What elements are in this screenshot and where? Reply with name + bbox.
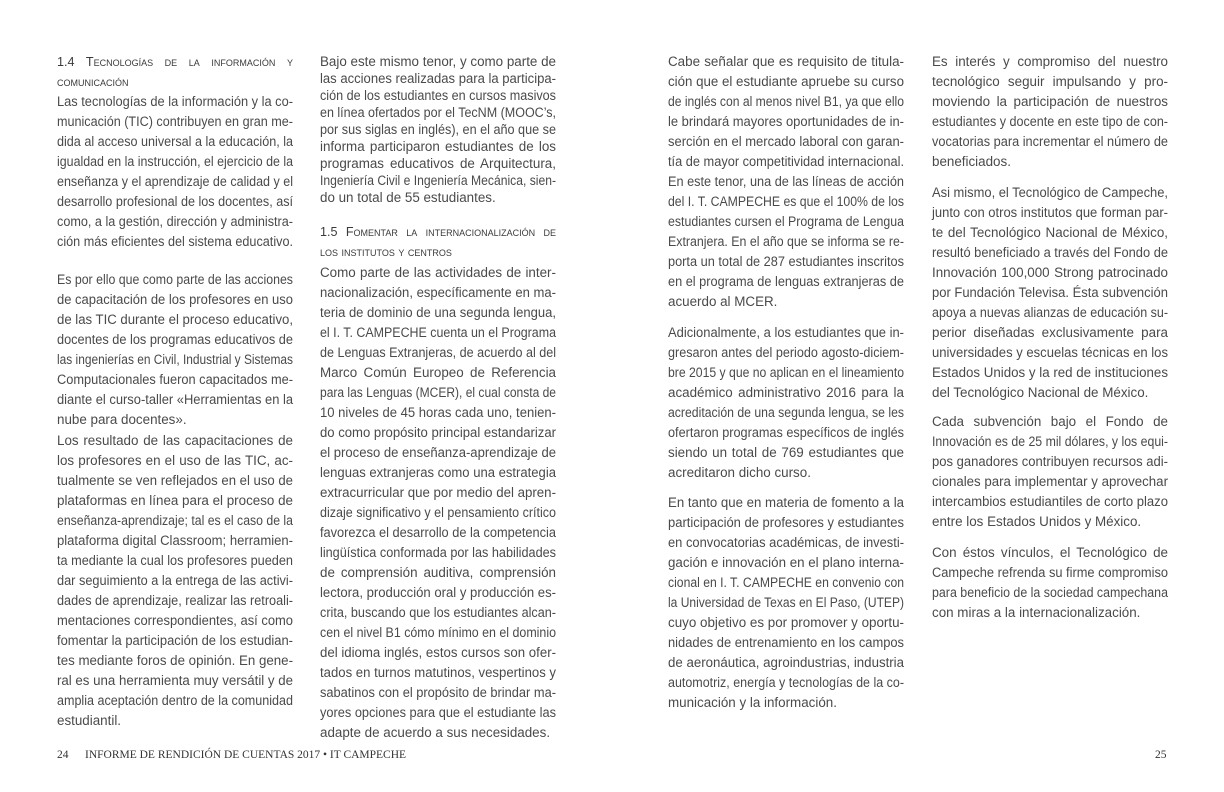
text-line-content: la Universidad de Texas en El Paso, (UTEP) (668, 595, 904, 610)
text-line (57, 431, 293, 451)
text-line (57, 471, 293, 491)
text-line (320, 523, 556, 543)
text-line-content: el proceso de enseñanza-aprendizaje de (320, 445, 557, 460)
text-line-content: enseñanza-aprendizaje; tal es el caso de la (57, 513, 293, 528)
text-line-content: desarrollo profesional de los docentes, así (57, 194, 294, 209)
text-line-content: nacionalización, específicamente en ma- (320, 285, 556, 300)
text-line-content: lenguas extranjeras como una estrategia (320, 465, 556, 480)
text-line-content: de aeronáutica, agroindustrias, industria (668, 655, 905, 670)
text-line (57, 310, 293, 330)
text-line-content: apoya a nuevas alianzas de educación su- (932, 305, 1168, 320)
text-line-content: pos ganadores contribuyen recursos adi- (932, 454, 1168, 469)
text-line-content: para las Lenguas (MCER), el cual consta de (320, 385, 557, 400)
text-line (320, 563, 556, 583)
text-line (320, 403, 556, 423)
text-line (668, 533, 904, 553)
text-line (57, 651, 293, 671)
text-line (57, 172, 293, 192)
text-line-content: de las TIC durante el proceso educativo, (57, 312, 294, 327)
text-line-content: Bajo este mismo tenor, y como parte de (320, 54, 556, 69)
text-line (57, 551, 293, 571)
text-line (320, 663, 556, 683)
text-line (932, 283, 1168, 303)
text-line (57, 390, 293, 410)
text-line-content: de Lenguas Extranjeras, de acuerdo al del (320, 345, 556, 360)
text-line-content: acreditaron dicho curso. (668, 465, 811, 480)
text-line (320, 87, 556, 104)
text-line (57, 152, 293, 172)
text-line-content: 1.4 Tecnologías de la información y (57, 55, 293, 69)
text-line-content: Extranjera. En el año que se informa se re- (668, 234, 905, 249)
text-line (668, 443, 904, 463)
text-line-content: sabatinos con el propósito de brindar ma- (320, 685, 556, 700)
text-line-content: las ingenierías en Civil, Industrial y Sistemas (57, 352, 293, 367)
text-line (932, 183, 1168, 203)
text-line-content: Computacionales fueron capacitados me- (57, 372, 294, 387)
text-line-content: le brindará mayores oportunidades de in- (668, 114, 905, 129)
text-line-content: dades de aprendizaje, realizar las retroali- (57, 593, 293, 608)
text-line (668, 613, 904, 633)
text-line (932, 263, 1168, 283)
text-line (668, 212, 904, 232)
text-line (57, 212, 293, 232)
text-line-content: Con éstos vínculos, el Tecnológico de (932, 545, 1168, 560)
text-line-content: Cada subvención bajo el Fondo de (932, 414, 1168, 429)
text-line (320, 104, 556, 121)
text-line (320, 155, 556, 172)
text-line (320, 263, 556, 283)
text-line (668, 553, 904, 573)
text-line-content: por sus siglas en inglés), en el año que se (320, 122, 556, 137)
text-line (57, 72, 293, 92)
text-line-content: En este tenor, una de las líneas de acción (668, 174, 904, 189)
text-line (668, 232, 904, 252)
text-line-content: moviendo la participación de nuestros (932, 94, 1168, 109)
text-line-content: las acciones realizadas para la participa- (320, 71, 557, 86)
paragraph (668, 323, 904, 483)
text-line-content: entre los Estados Unidos y México. (932, 514, 1142, 529)
page-number-right: 25 (1155, 749, 1167, 761)
text-line-content: dida al acceso universal a la educación, la (57, 134, 294, 149)
text-line-content: beneficiados. (932, 154, 1011, 169)
text-line-content: bre 2015 y que no aplican en el lineamiento (668, 365, 904, 380)
column-4 (932, 0, 1168, 792)
text-line-content: de inglés con al menos nivel B1, ya que ello (668, 94, 905, 109)
text-line-content: do un total de 55 estudiantes. (320, 190, 496, 205)
text-line (932, 452, 1168, 472)
section-heading-1-4 (57, 52, 293, 92)
text-line (320, 443, 556, 463)
text-line-content: te del Tecnológico Nacional de México, (932, 225, 1168, 240)
text-line-content: comunicación (57, 75, 129, 89)
paragraph (320, 53, 556, 206)
paragraph (57, 431, 293, 731)
text-line (57, 112, 293, 132)
text-line-content: programas educativos de Arquitectura, (320, 156, 556, 171)
text-line-content: enseñanza y el aprendizaje de calidad y el (57, 174, 293, 189)
text-line (668, 323, 904, 343)
text-line-content: Cabe señalar que es requisito de titula- (668, 54, 904, 69)
text-line-content: de capacitación de los profesores en uso (57, 292, 293, 307)
text-line (932, 223, 1168, 243)
text-line-content: junto con otros institutos que forman par- (932, 205, 1169, 220)
text-line-content: cional en I. T. CAMPECHE en convenio con (668, 575, 905, 590)
text-line (320, 363, 556, 383)
text-line-content: tados en turnos matutinos, vespertinos y (320, 665, 556, 680)
text-line-content: crita, buscando que los estudiantes alcan- (320, 605, 556, 620)
text-line (57, 270, 293, 290)
text-line (57, 591, 293, 611)
text-line (668, 192, 904, 212)
text-line (320, 222, 556, 242)
text-line-content: en el programa de lenguas extranjeras de (668, 274, 904, 289)
column-1 (57, 0, 293, 792)
text-line (320, 503, 556, 523)
text-line (57, 370, 293, 390)
text-line-content: Campeche refrenda su firme compromiso (932, 565, 1168, 580)
text-line-content: con miras a la internacionalización. (932, 605, 1141, 620)
text-line-content: Los resultado de las capacitaciones de (57, 433, 293, 448)
paragraph (932, 543, 1168, 623)
text-line-content: automotriz, energía y tecnologías de la co- (668, 675, 904, 690)
text-line-content: participación de profesores y estudiantes (668, 515, 905, 530)
text-line (320, 703, 556, 723)
text-line-content: vocatorias para incrementar el número de (932, 134, 1169, 149)
text-line-content: serción en el mercado laboral con garan- (668, 134, 905, 149)
text-line-content: ción de los estudiantes en cursos masivos (320, 88, 556, 103)
text-line-content: del idioma inglés, estos cursos son ofer- (320, 645, 557, 660)
text-line (932, 243, 1168, 263)
text-line (57, 571, 293, 591)
text-line (320, 172, 556, 189)
text-line-content: fomentar la participación de los estudian- (57, 633, 294, 648)
text-line (57, 350, 293, 370)
text-line-content: tualmente se ven reflejados en el uso de (57, 473, 294, 488)
text-line-content: académico administrativo 2016 para la (668, 385, 904, 400)
text-line-content: 1.5 Fomentar la internacionalización de (320, 225, 556, 239)
paragraph (668, 493, 904, 713)
page-number-left: 24 (57, 749, 69, 761)
text-line (932, 132, 1168, 152)
text-line-content: acuerdo al MCER. (668, 294, 778, 309)
text-line (932, 152, 1168, 172)
text-line (932, 543, 1168, 563)
text-line-content: los profesores en el uso de las TIC, ac- (57, 453, 293, 468)
text-line (668, 403, 904, 423)
text-line (57, 192, 293, 212)
text-line-content: estudiantil. (57, 713, 122, 728)
text-line (320, 463, 556, 483)
text-line-content: como, a la gestión, dirección y administra- (57, 214, 293, 229)
text-line (932, 303, 1168, 323)
text-line-content: para beneficio de la sociedad campechana (932, 585, 1168, 600)
section-heading-1-5 (320, 222, 556, 262)
text-line (668, 343, 904, 363)
text-line-content: acreditación de una segunda lengua, se les (668, 405, 904, 420)
text-line (320, 603, 556, 623)
text-line (668, 52, 904, 72)
text-line-content: intercambios estudiantiles de corto plazo (932, 494, 1168, 509)
text-line (57, 232, 293, 252)
text-line (320, 383, 556, 403)
text-line (668, 292, 904, 312)
text-line-content: Las tecnologías de la información y la co- (57, 94, 294, 109)
text-line-content: ción que el estudiante apruebe su curso (668, 74, 904, 89)
text-line-content: docentes de los programas educativos de (57, 332, 293, 347)
text-line-content: estudiantes y docente en este tipo de con- (932, 114, 1168, 129)
text-line-content: universidades y escuelas técnicas en los (932, 345, 1168, 360)
text-line-content: igualdad en la instrucción, el ejercicio de la (57, 154, 293, 169)
text-line-content: do como propósito principal estandarizar (320, 425, 557, 440)
text-line-content: lectora, producción oral y producción es- (320, 585, 556, 600)
text-line-content: ofertaron programas específicos de inglés (668, 425, 904, 440)
text-line (57, 531, 293, 551)
text-line (668, 573, 904, 593)
text-line (57, 711, 293, 731)
paragraph (932, 52, 1168, 172)
text-line (932, 203, 1168, 223)
text-line-content: lingüística conformada por las habilidades (320, 545, 557, 560)
text-line-content: Ingeniería Civil e Ingeniería Mecánica, sien- (320, 173, 557, 188)
text-line (57, 491, 293, 511)
text-line-content: Estados Unidos y la red de instituciones (932, 365, 1169, 380)
text-line (932, 323, 1168, 343)
text-line-content: del I. T. CAMPECHE es que el 100% de los (668, 194, 904, 209)
text-line-content: de comprensión auditiva, comprensión (320, 565, 556, 580)
text-line-content: Asi mismo, el Tecnológico de Campeche, (932, 185, 1168, 200)
text-line (668, 172, 904, 192)
text-line (668, 633, 904, 653)
text-line-content: Es por ello que como parte de las acciones (57, 272, 293, 287)
paragraph (57, 270, 293, 430)
text-line-content: En tanto que en materia de fomento a la (668, 495, 905, 510)
text-line-content: siendo un total de 769 estudiantes que (668, 445, 904, 460)
text-line-content: dizaje significativo y el pensamiento crítico (320, 505, 556, 520)
text-line (668, 693, 904, 713)
text-line (932, 432, 1168, 452)
text-line-content: nube para docentes». (57, 412, 187, 427)
text-line-content: estudiantes cursen el Programa de Lengua (668, 214, 905, 229)
text-line (932, 92, 1168, 112)
text-line-content: extracurricular que por medio del apren- (320, 485, 556, 500)
text-line (668, 513, 904, 533)
text-line-content: Adicionalmente, a los estudiantes que in- (668, 325, 904, 340)
text-line-content: favorezca el desarrollo de la competencia (320, 525, 557, 540)
text-line-content: ta mediante la cual los profesores pueden (57, 553, 294, 568)
text-line-content: del Tecnológico Nacional de México. (932, 385, 1149, 400)
text-line (320, 343, 556, 363)
text-line-content: municación y la información. (668, 695, 837, 710)
text-line-content: cen el nivel B1 cómo mínimo en el dominio (320, 625, 556, 640)
text-line (932, 72, 1168, 92)
text-line-content: resultó beneficiado a través del Fondo de (932, 245, 1169, 260)
text-line-content: Marco Común Europeo de Referencia (320, 365, 556, 380)
text-line (932, 363, 1168, 383)
text-line (668, 92, 904, 112)
text-line (932, 603, 1168, 623)
text-line (668, 272, 904, 292)
text-line-content: diante el curso-taller «Herramientas en la (57, 392, 294, 407)
text-line (320, 242, 556, 262)
text-line-content: los institutos y centros (320, 245, 452, 259)
text-line (320, 623, 556, 643)
text-line-content: gación e innovación en el plano interna- (668, 555, 904, 570)
text-line (932, 112, 1168, 132)
paragraph (668, 52, 904, 312)
text-line (932, 472, 1168, 492)
text-line (668, 673, 904, 693)
paragraph (932, 183, 1168, 403)
text-line (668, 653, 904, 673)
text-line (932, 343, 1168, 363)
text-line (668, 152, 904, 172)
text-line (57, 691, 293, 711)
text-line (320, 189, 556, 206)
text-line-content: ción más eficientes del sistema educativo. (57, 234, 293, 249)
text-line (668, 72, 904, 92)
text-line-content: Innovación 100,000 Strong patrocinado (932, 265, 1168, 280)
text-line-content: Es interés y compromiso del nuestro (932, 54, 1168, 69)
text-line (57, 671, 293, 691)
text-line (932, 512, 1168, 532)
text-line (932, 583, 1168, 603)
text-line (320, 423, 556, 443)
text-line (320, 121, 556, 138)
text-line (320, 70, 556, 87)
text-line-content: mentaciones correspondientes, así como (57, 613, 294, 628)
text-line-content: perior diseñadas exclusivamente para (932, 325, 1168, 340)
text-line-content: el I. T. CAMPECHE cuenta un el Programa (320, 325, 556, 340)
text-line (932, 412, 1168, 432)
text-line-content: teria de dominio de una segunda lengua, (320, 305, 556, 320)
text-line-content: plataforma digital Classroom; herramien- (57, 533, 293, 548)
text-line (57, 330, 293, 350)
column-3 (668, 0, 904, 792)
text-line (320, 543, 556, 563)
text-line (57, 52, 293, 72)
text-line (668, 463, 904, 483)
text-line-content: en línea ofertados por el TecNM (MOOC’s, (320, 105, 557, 120)
text-line-content: informa participaron estudiantes de los (320, 139, 556, 154)
text-line (668, 593, 904, 613)
text-line (57, 410, 293, 430)
text-line (668, 383, 904, 403)
text-line (57, 451, 293, 471)
text-line-content: 10 niveles de 45 horas cada uno, tenien- (320, 405, 557, 420)
text-line (57, 511, 293, 531)
text-line (668, 363, 904, 383)
text-line-content: cionales para implementar y aprovechar (932, 474, 1168, 489)
text-line (320, 643, 556, 663)
text-line (668, 493, 904, 513)
text-line-content: nidades de entrenamiento en los campos (668, 635, 905, 650)
paragraph (932, 412, 1168, 532)
text-line-content: cuyo objetivo es por promover y oportu- (668, 615, 904, 630)
paragraph (320, 263, 556, 743)
text-line-content: por Fundación Televisa. Ésta subvención (932, 285, 1168, 300)
text-line (668, 423, 904, 443)
text-line-content: adapte de acuerdo a sus necesidades. (320, 725, 551, 740)
text-line-content: plataformas en línea para el proceso de (57, 493, 293, 508)
text-line (320, 583, 556, 603)
text-line-content: tes mediante foros de opinión. En gene- (57, 653, 293, 668)
text-line (57, 631, 293, 651)
text-line (320, 683, 556, 703)
text-line (320, 303, 556, 323)
text-line (320, 283, 556, 303)
text-line-content: gresaron antes del periodo agosto-diciem- (668, 345, 905, 360)
text-line (320, 323, 556, 343)
text-line (320, 723, 556, 743)
text-line (320, 483, 556, 503)
text-line (932, 492, 1168, 512)
text-line (668, 112, 904, 132)
text-line (320, 53, 556, 70)
text-line-content: tía de mayor competitividad internacional. (668, 154, 905, 169)
column-2 (320, 0, 556, 792)
text-line-content: municación (TIC) contribuyen en gran me- (57, 114, 293, 129)
text-line (668, 132, 904, 152)
text-line-content: Como parte de las actividades de inter- (320, 265, 556, 280)
text-line (57, 290, 293, 310)
text-line-content: dar seguimiento a la entrega de las activi- (57, 573, 294, 588)
text-line (320, 138, 556, 155)
text-line (932, 383, 1168, 403)
text-line-content: tecnológico seguir impulsando y pro- (932, 74, 1168, 89)
text-line (932, 563, 1168, 583)
text-line (57, 611, 293, 631)
paragraph (57, 92, 293, 252)
text-line-content: yores opciones para que el estudiante las (320, 705, 557, 720)
text-line (932, 52, 1168, 72)
text-line-content: ral es una herramienta muy versátil y de (57, 673, 294, 688)
text-line-content: amplia aceptación dentro de la comunidad (57, 693, 293, 708)
text-line (57, 92, 293, 112)
text-line (668, 252, 904, 272)
running-footer-title: INFORME DE RENDICIÓN DE CUENTAS 2017 • IT CAMPECHE (85, 749, 407, 761)
text-line-content: porta un total de 287 estudiantes inscritos (668, 254, 904, 269)
text-line (57, 132, 293, 152)
text-line-content: en convocatorias académicas, de investi- (668, 535, 905, 550)
text-line-content: Innovación es de 25 mil dólares, y los equi- (932, 434, 1168, 449)
